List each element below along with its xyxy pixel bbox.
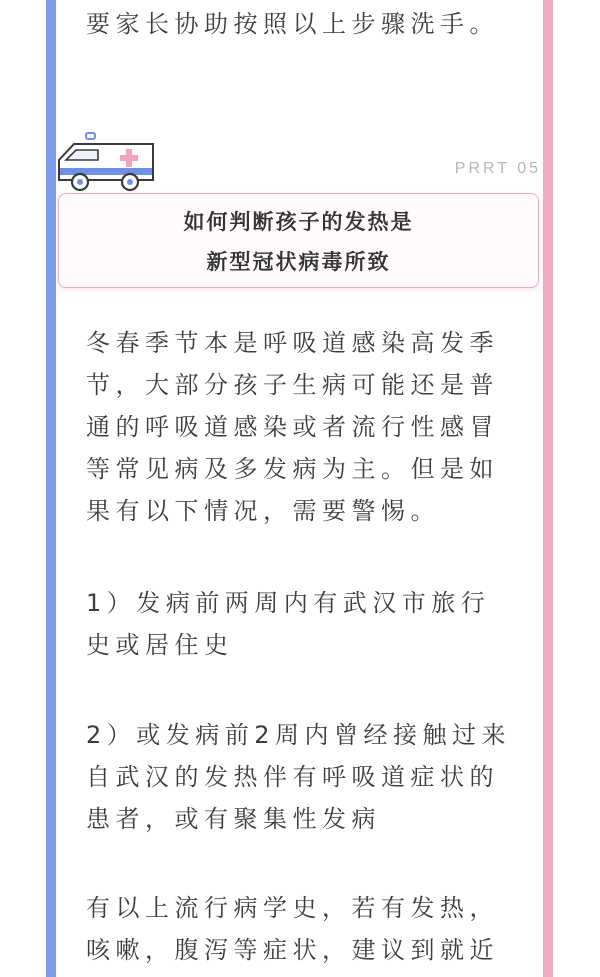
left-border-strip <box>46 0 56 977</box>
section-title-line-1: 如何判断孩子的发热是 <box>183 210 414 234</box>
section-title-box <box>58 193 539 288</box>
article-content <box>56 0 543 977</box>
intro-paragraph-tail: 要家长协助按照以上步骤洗手。 <box>86 10 499 38</box>
part-number-label: PRRT 05 <box>454 160 541 177</box>
section-title-line-2: 新型冠状病毒所致 <box>206 250 391 274</box>
right-border-strip <box>543 0 553 977</box>
body-paragraph: 有以上流行病学史，若有发热，咳嗽，腹泻等症状，建议到就近 <box>86 894 499 964</box>
ambulance-icon <box>56 130 160 196</box>
body-paragraph: 冬春季节本是呼吸道感染高发季节，大部分孩子生病可能还是普通的呼吸道感染或者流行性感冒等常见病及多发病为主。但是如果有以下情况，需要警惕。 <box>86 329 499 525</box>
body-paragraph: 1）发病前两周内有武汉市旅行史或居住史 <box>86 589 491 659</box>
body-paragraph: 2）或发病前2周内曾经接触过来自武汉的发热伴有呼吸道症状的患者，或有聚集性发病 <box>86 721 512 833</box>
